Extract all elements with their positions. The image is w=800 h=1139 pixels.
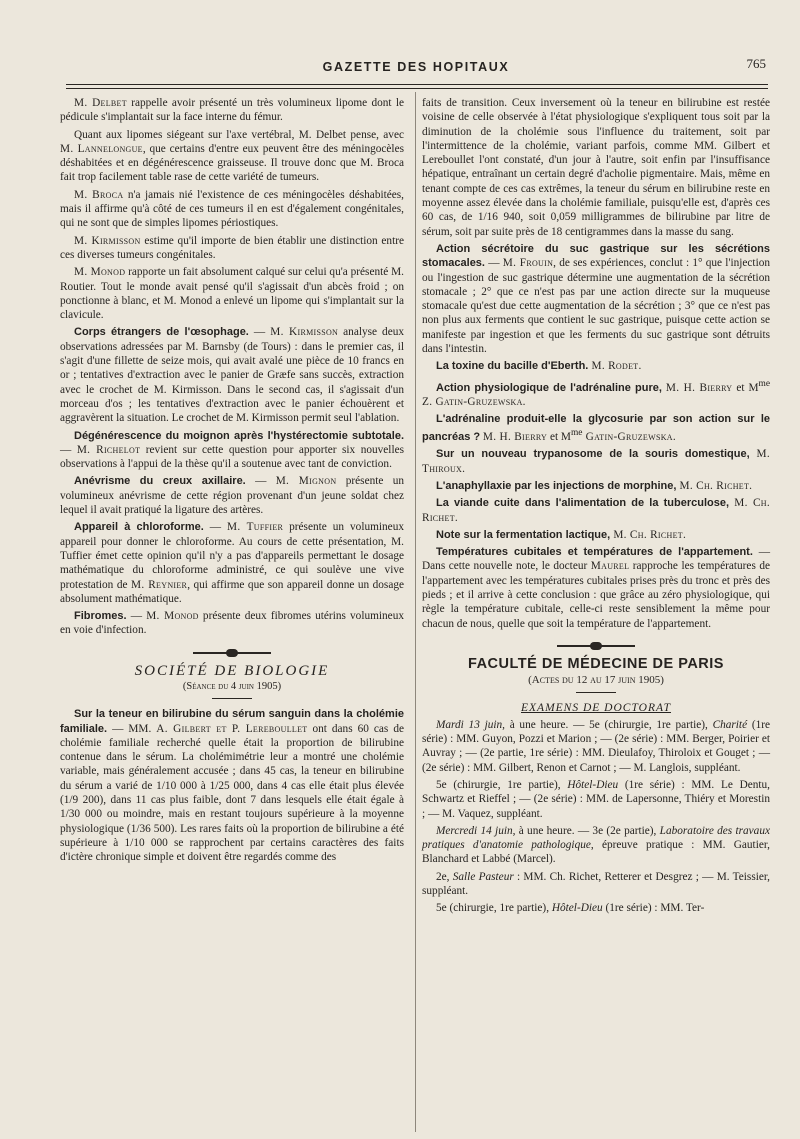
paragraph-broca bbox=[60, 188, 404, 231]
run-in-heading: La toxine du bacille d'Eberth. bbox=[436, 360, 589, 373]
speaker-name: M. Richelot bbox=[76, 443, 141, 456]
paragraph-delbet-lipome bbox=[60, 96, 404, 125]
dash: — MM. bbox=[107, 722, 157, 735]
paragraph-toxine-eberth bbox=[422, 359, 770, 373]
speaker-name: M. Tuffier bbox=[227, 521, 284, 534]
run-in-heading: Sur un nouveau trypanosome de la souris domestique, bbox=[436, 448, 750, 461]
run-in-heading: Action sécrétoire du suc gastrique sur les sécrétions stomacales. bbox=[422, 242, 770, 270]
paragraph-text: présente un volumineux appareil pour donner le chloroforme. Au cours de cette présentation, M. Tuffier émet cette opinion qu'il n'y a pas d'appareils permettant le dosage mathématique du chloroforme administré, ce qui soulève une vive protestation de bbox=[60, 521, 404, 591]
page-number: 765 bbox=[746, 56, 766, 71]
section-title-faculte: FACULTÉ DE MÉDECINE DE PARIS bbox=[468, 655, 724, 672]
speaker-name: A. Gilbert et P. Lereboullet bbox=[156, 722, 308, 735]
run-in-heading: Fibromes. bbox=[74, 610, 127, 623]
paragraph-text: 2e, bbox=[436, 870, 453, 883]
paragraph-text: estime qu'il importe de bien établir une distinction entre ces diverses tumeurs congénitales. bbox=[60, 234, 404, 261]
paragraph-text: rappelle avoir présenté un très volumineux lipome dont le pédicule s'implantait sur la face interne du fémur. bbox=[60, 97, 404, 124]
exam-place: Laboratoire des travaux pratiques d'anatomie pathologique bbox=[422, 824, 770, 852]
exam-place: Hôtel-Dieu bbox=[551, 902, 603, 915]
dash: — bbox=[60, 443, 77, 456]
speaker-name: M. Thiroux. bbox=[422, 448, 770, 475]
speaker-name: M. Delbet bbox=[74, 97, 127, 109]
paragraph-text: — Dans cette nouvelle note, le docteur bbox=[422, 546, 770, 573]
dash: — bbox=[484, 257, 503, 270]
short-divider bbox=[212, 698, 252, 699]
paragraph-text: et M bbox=[547, 431, 571, 444]
paragraph-adrenaline-glycosurie bbox=[422, 412, 770, 444]
speaker-name: Z. Gatin-Gruzewska. bbox=[422, 395, 526, 408]
speaker-name: M. Monod bbox=[74, 266, 126, 279]
run-in-heading: Corps étrangers de l'œsophage. bbox=[74, 326, 249, 339]
paragraph-text: et M bbox=[732, 381, 759, 394]
speaker-name: M. Kirmisson bbox=[74, 234, 141, 247]
left-column bbox=[60, 96, 404, 868]
speaker-name: M. H. Bierry bbox=[482, 431, 548, 444]
paragraph-viande-cuite bbox=[422, 496, 770, 525]
paragraph-text: rapporte un fait absolument calqué sur celui qu'a présenté M. Routier. Tout le monde avait pensé qu'il s'agissait d'un abcès froid ; on ponctionne à blanc, et M. Monod a enlevé un lipome qui s'implantait sur la clavicule. bbox=[60, 266, 404, 322]
header-rule-bottom bbox=[66, 88, 768, 89]
speaker-name: M. Lannelongue bbox=[60, 142, 143, 155]
run-in-heading: Températures cubitales et températures de l'appartement. bbox=[436, 546, 753, 559]
section-session-date: (Séance du 4 juin 1905) bbox=[182, 680, 282, 692]
paragraph-bilirubine-cont: faits de transition. Ceux inversement où la teneur en bilirubine est restée voisine de celle observée à l'état physiologique s'expliquent tous soit par la diminution de la cholémie sous l'influence du traitement, soit par l'intermittence de la cholémie, variant parfois, comme MM. Gilbert et Lereboullet l'ont constaté, d'un jour à l'autre, soit enfin par l'insuffisance hépatique, entraînant un certain degré d'acholie pigmentaire. Mais, même en tenant compte de ces cas extrêmes, la teneur du sérum en bilirubine reste en moyenne assez élevée dans la cholémie familiale, puisqu'elle est, d'après ces 60 cas, de 1/16 940, soit 0,059 milligrammes de bilirubine par litre de sérum, soit par suite près de 18 centigrammes dans la masse du sang. bbox=[422, 97, 770, 238]
paragraph-text: 5e (chirurgie, 1re partie), bbox=[436, 902, 552, 915]
running-title: GAZETTE DES HOPITAUX bbox=[322, 60, 510, 74]
exam-place: Salle Pasteur bbox=[452, 870, 514, 883]
paragraph-trypanosome bbox=[422, 447, 770, 476]
paragraph-text: , que certains d'entre eux peuvent être des méningocèles déshabitées et en dégénérescence graisseuse. Il trouve donc que M. Broca fait trop facilement table rase de cette variété de tumeurs. bbox=[60, 142, 404, 184]
exam-entry-mardi bbox=[422, 718, 770, 775]
speaker-name: M. Monod bbox=[146, 610, 199, 623]
run-in-heading: Anévrisme du creux axillaire. bbox=[74, 475, 246, 488]
speaker-name: Maurel bbox=[590, 560, 630, 573]
short-divider bbox=[576, 692, 616, 693]
paragraph-text: rapproche les températures de l'appartement avec les températures cubitales prises près du tronc et près des pieds ; et il arrive à cette conclusion : que grâce au zéro physiologique, qui règle la température cubitale, celle-ci reste sensiblement la même pour chacun de nous, quelle que soit la température de l'appartement. bbox=[422, 560, 771, 630]
speaker-name: M. Ch. Richet. bbox=[676, 479, 753, 492]
paragraph-text: revient sur cette question pour apporter six nouvelles observations à l'appui de la thèse qu'il a soutenue avec tant de conviction. bbox=[60, 443, 404, 471]
speaker-name: M. Kirmisson bbox=[270, 326, 339, 339]
section-ornament bbox=[193, 650, 271, 656]
paragraph-text: , épreuve pratique : MM. Gautier, Blanchard et Labbé (Marcel). bbox=[422, 839, 770, 866]
exam-place: Hôtel-Dieu bbox=[567, 779, 619, 791]
examens-title: EXAMENS DE DOCTORAT bbox=[521, 701, 671, 714]
dash: — bbox=[203, 521, 228, 534]
speaker-name: Gatin-Gruzewska. bbox=[582, 431, 676, 444]
paragraph-chloroforme bbox=[60, 520, 404, 606]
paragraph-text: n'a jamais nié l'existence de ces méningocèles déshabitées, mais il affirme qu'à côté de ces tumeurs il en est d'également congénitales, qui ne sont que de simples lipomes périostiques. bbox=[60, 188, 404, 230]
paragraph-degenerescence bbox=[60, 429, 404, 472]
paragraph-text: présente un volumineux anévrisme de cette région provenant d'un jeune soldat chez lequel il avait pratiqué la ligature des artères. bbox=[60, 475, 404, 517]
exam-entry-hotel-dieu-2 bbox=[422, 901, 770, 915]
run-in-heading: Appareil à chloroforme. bbox=[74, 521, 204, 534]
paragraph-text: présente deux fibromes utérins volumineux en voie d'infection. bbox=[60, 610, 404, 637]
exam-entry-salle-pasteur bbox=[422, 870, 770, 899]
paragraph-text: (1re série) : MM. Ter- bbox=[602, 902, 705, 915]
paragraph-fibromes bbox=[60, 609, 404, 638]
speaker-name: M. Mignon bbox=[275, 475, 337, 488]
speaker-name: M. Broca bbox=[74, 188, 124, 201]
paragraph-text: : MM. Ch. Richet, Retterer et Desgrez ; — M. Teissier, suppléant. bbox=[422, 870, 770, 898]
exam-entry-mercredi bbox=[422, 824, 770, 867]
speaker-name: M. Rodet. bbox=[588, 360, 642, 373]
paragraph-text: analyse deux observations adressées par M. Barnsby (de Tours) : dans le premier cas, il s'agit d'une fillette de seize mois, qui avait avalé une pièce de 10 francs en or ; tentatives d'extraction avec le panier de Græfe sans succès, extraction avec le crochet de M. Kirmisson. Dans le second cas, il s'agissait d'un morceau d'os ; les tentatives d'extraction avec le panier échouèrent et aggravèrent la situation. Le crochet de M. Kirmisson permit seul l'ablation. bbox=[60, 326, 405, 425]
paragraph-fermentation bbox=[422, 528, 770, 542]
exam-date: Mardi 13 juin, bbox=[436, 718, 505, 731]
superscript: me bbox=[758, 378, 770, 389]
paragraph-text: 5e (chirurgie, 1re partie), bbox=[436, 779, 568, 791]
run-in-heading: La viande cuite dans l'alimentation de la tuberculose, bbox=[436, 497, 730, 510]
speaker-name: M. Reynier bbox=[130, 578, 188, 591]
dash: — bbox=[245, 475, 276, 488]
run-in-heading: Action physiologique de l'adrénaline pure, bbox=[436, 381, 662, 394]
header-rule-top bbox=[66, 84, 768, 85]
paragraph-text: (1re série) : MM. Guyon, Pozzi et Marion ; — (2e série) : MM. Berger, Poirier et Auvray ; — (2e partie, 1re série) : MM. Dieulafoy, Thiroloix et Gouget ; — (2e série) : MM. Gilbert, Renon et Carnot ; — M. Langlois, suppléant. bbox=[422, 718, 771, 774]
paragraph-text: à une heure. — 3e (2e partie), bbox=[515, 824, 660, 837]
paragraph-text: (1re série) : MM. Le Dentu, Schwartz et Rieffel ; — (2e série) : MM. de Lapersonne, Thiéry et Morestin ; — M. Vaquez, suppléant. bbox=[422, 779, 770, 820]
paragraph-anevrisme bbox=[60, 474, 404, 517]
paragraph-corps-etrangers bbox=[60, 325, 404, 425]
paragraph-suc-gastrique bbox=[422, 242, 770, 356]
paragraph-text: ont dans 60 cas de cholémie familiale recherché quelle était la proportion de bilirubine contenue dans le sérum. La cholémimétrie leur a montré une cholémie variable, mais généralement accusée ; dans 45 cas, la teneur en bilirubine du sérum a varié de 1/10 000 à 1/25 000, dans 4 cas elle était plus élevée (1/9 200), dans 11 cas plus faible, dont 7 dans lesquels elle était égale à 1/30 000 ou moindre, mais en restant toujours supérieure à la moyenne physiologique (1/36 500). Les rares faits où la proportion de bilirubine a été supérieure à 1/10 000 se rapprochent par certains caractères des faits d'ictère chronique simple et doivent être regardés comme des bbox=[60, 722, 404, 864]
paragraph-adrenaline-pure bbox=[422, 377, 770, 409]
paragraph-text: , de ses expériences, conclut : 1° que l'injection ou l'ingestion de suc gastrique détermine une augmentation de la sécrétion stomacale ; 2° que ce n'est pas par une action directe sur la muqueuse stomacale qu'est due cette augmentation de la sécrétion ; 3° que ce n'est pas non plus aux ferments que contient le suc gastrique, puisque cette action se manifeste par ingestion et que les ferments du suc gastrique sont détruits dans l'intestin. bbox=[422, 257, 771, 356]
paragraph-kirmisson bbox=[60, 234, 404, 263]
section-title-societe: SOCIÉTÉ DE BIOLOGIE bbox=[134, 662, 330, 679]
column-divider bbox=[415, 92, 416, 1132]
run-in-heading: Note sur la fermentation lactique, bbox=[436, 528, 611, 541]
dash: — bbox=[248, 326, 271, 339]
exam-place: Charité bbox=[712, 718, 748, 731]
paragraph-text: , qui affirme que son appareil donne un dosage absolument mathématique. bbox=[60, 578, 404, 605]
page-header bbox=[66, 56, 766, 82]
run-in-heading: L'adrénaline produit-elle la glycosurie par son action sur le pancréas ? bbox=[422, 413, 770, 444]
section-dates: (Actes du 12 au 17 juin 1905) bbox=[528, 674, 664, 687]
paragraph-text: Quant aux lipomes siégeant sur l'axe vertébral, M. Delbet pense, avec bbox=[74, 128, 404, 141]
speaker-name: M. H. Bierry bbox=[665, 381, 733, 394]
paragraph-text: à une heure. — 5e (chirurgie, 1re partie), bbox=[504, 718, 713, 731]
speaker-name: M. Frouin bbox=[502, 257, 554, 270]
exam-entry-hotel-dieu bbox=[422, 778, 770, 821]
superscript: me bbox=[570, 428, 583, 439]
run-in-heading: L'anaphyllaxie par les injections de morphine, bbox=[436, 479, 677, 492]
paragraph-anaphyllaxie bbox=[422, 479, 770, 493]
exam-date: Mercredi 14 juin, bbox=[436, 824, 516, 837]
dash: — bbox=[126, 610, 147, 623]
run-in-heading: Dégénérescence du moignon après l'hystérectomie subtotale. bbox=[74, 429, 404, 442]
speaker-name: M. Ch. Richet. bbox=[422, 497, 770, 524]
section-ornament bbox=[557, 643, 635, 649]
speaker-name: M. Ch. Richet. bbox=[610, 528, 687, 541]
paragraph-bilirubine bbox=[60, 707, 404, 864]
right-column bbox=[422, 96, 770, 919]
paragraph-lipomes-vertebraux bbox=[60, 128, 404, 185]
run-in-heading: Sur la teneur en bilirubine du sérum sanguin dans la cholémie familiale. bbox=[60, 708, 404, 735]
paragraph-monod-lipome bbox=[60, 265, 404, 322]
paragraph-temperatures bbox=[422, 545, 770, 631]
